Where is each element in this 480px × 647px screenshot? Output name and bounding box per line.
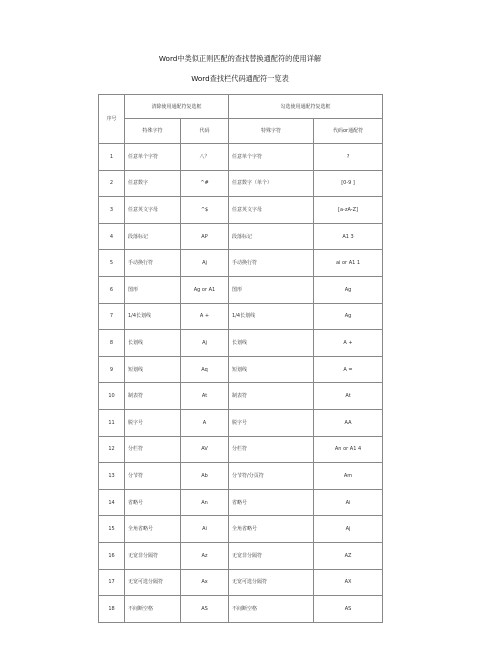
table-row (99, 569, 383, 596)
row-code-left: Ax (181, 569, 229, 596)
row-number: 1 (99, 144, 125, 171)
row-char-right: 全角省略号 (229, 516, 314, 543)
row-number: 17 (99, 569, 125, 596)
table-body (99, 95, 383, 623)
table-row (99, 409, 383, 436)
row-code-right: Am (314, 463, 383, 490)
row-number: 2 (99, 170, 125, 197)
table-row (99, 330, 383, 357)
row-char-right: 段落标记 (229, 223, 314, 250)
row-code-left: Ab (181, 463, 229, 490)
row-code-left: AV (181, 436, 229, 463)
row-number: 7 (99, 303, 125, 330)
row-char-right: 分节符/分页符 (229, 463, 314, 490)
row-code-right: ai or A1 1 (314, 250, 383, 277)
row-code-right: ? (314, 144, 383, 171)
wildcard-table (98, 94, 383, 623)
row-code-right: A = (314, 356, 383, 383)
row-char-left: 1/4长划线 (125, 303, 181, 330)
header-group-left: 清除使用通配符复选框 (125, 95, 229, 119)
row-code-right: A1 3 (314, 223, 383, 250)
header-group-right: 勾选使用通配符复选框 (229, 95, 383, 119)
row-char-right: 手动换行符 (229, 250, 314, 277)
header-row-columns (99, 119, 383, 144)
row-code-right: AA (314, 409, 383, 436)
row-code-right: An or A1 4 (314, 436, 383, 463)
row-char-right: 无宽可选分隔符 (229, 569, 314, 596)
row-code-left: Aj (181, 330, 229, 357)
row-char-left: 任意单个字符 (125, 144, 181, 171)
row-number: 15 (99, 516, 125, 543)
row-code-left: AS (181, 596, 229, 623)
row-char-right: 短划线 (229, 356, 314, 383)
row-char-left: 分节符 (125, 463, 181, 490)
row-char-right: 不间断空格 (229, 596, 314, 623)
row-number: 8 (99, 330, 125, 357)
row-char-left: 任意英文字母 (125, 197, 181, 224)
row-code-right: AX (314, 569, 383, 596)
row-number: 16 (99, 542, 125, 569)
row-code-left: Ag or A1 (181, 276, 229, 303)
row-char-right: 长划线 (229, 330, 314, 357)
header-seq: 序号 (99, 95, 125, 144)
header-char-right: 特殊字符 (229, 119, 314, 144)
row-code-right: Ag (314, 303, 383, 330)
row-code-left: Az (181, 542, 229, 569)
row-number: 14 (99, 489, 125, 516)
row-char-left: 图形 (125, 276, 181, 303)
row-char-left: 不间断空格 (125, 596, 181, 623)
row-char-left: 短划线 (125, 356, 181, 383)
table-row (99, 596, 383, 623)
row-code-left: ^$ (181, 197, 229, 224)
row-code-left: AP (181, 223, 229, 250)
row-number: 4 (99, 223, 125, 250)
row-char-left: 段落标记 (125, 223, 181, 250)
row-number: 11 (99, 409, 125, 436)
table-row (99, 436, 383, 463)
row-code-right: [0-9 ] (314, 170, 383, 197)
row-char-left: 任意数字 (125, 170, 181, 197)
row-char-left: 手动换行符 (125, 250, 181, 277)
header-char-left: 特殊字符 (125, 119, 181, 144)
row-code-right: AZ (314, 542, 383, 569)
row-char-right: 任意单个字符 (229, 144, 314, 171)
row-code-left: Ai (181, 516, 229, 543)
row-char-left: 长划线 (125, 330, 181, 357)
table-row (99, 170, 383, 197)
row-number: 3 (99, 197, 125, 224)
row-char-left: 分栏符 (125, 436, 181, 463)
row-char-left: 无宽可选分隔符 (125, 569, 181, 596)
table-row (99, 463, 383, 490)
table-row (99, 303, 383, 330)
row-code-left: 八？ (181, 144, 229, 171)
row-code-left: Aq (181, 356, 229, 383)
table-caption: Word查找栏代码通配符一览表 (191, 74, 289, 83)
row-code-right: [a-zA-Z] (314, 197, 383, 224)
row-code-right: AS (314, 596, 383, 623)
row-char-right: 省略号 (229, 489, 314, 516)
table-row (99, 542, 383, 569)
table-row (99, 250, 383, 277)
header-row-groups (99, 95, 383, 119)
row-char-right: 脱字号 (229, 409, 314, 436)
row-number: 18 (99, 596, 125, 623)
row-char-right: 图形 (229, 276, 314, 303)
row-number: 6 (99, 276, 125, 303)
row-char-right: 1/4长划线 (229, 303, 314, 330)
document-title: Word中类似正则匹配的查找替换通配符的使用详解 (158, 54, 322, 63)
row-code-left: At (181, 383, 229, 410)
table-row (99, 144, 383, 171)
header-code-left: 代码 (181, 119, 229, 144)
row-char-right: 分栏符 (229, 436, 314, 463)
row-char-right: 任意数字（单个） (229, 170, 314, 197)
row-char-right: 制表符 (229, 383, 314, 410)
row-char-left: 制表符 (125, 383, 181, 410)
row-code-right: Ag (314, 276, 383, 303)
table-row (99, 383, 383, 410)
row-number: 10 (99, 383, 125, 410)
table-row (99, 197, 383, 224)
row-code-left: An (181, 489, 229, 516)
table-row (99, 356, 383, 383)
row-code-right: Ai (314, 489, 383, 516)
row-number: 13 (99, 463, 125, 490)
row-char-left: 脱字号 (125, 409, 181, 436)
row-char-left: 全角省略号 (125, 516, 181, 543)
row-number: 12 (99, 436, 125, 463)
row-code-left: Aj (181, 250, 229, 277)
table-row (99, 489, 383, 516)
table-row (99, 516, 383, 543)
row-code-left: A (181, 409, 229, 436)
row-number: 5 (99, 250, 125, 277)
header-code-right: 代码or通配符 (314, 119, 383, 144)
table-row (99, 276, 383, 303)
row-code-left: ^# (181, 170, 229, 197)
row-code-right: At (314, 383, 383, 410)
row-code-right: A + (314, 330, 383, 357)
row-char-right: 任意英文字母 (229, 197, 314, 224)
row-code-left: A + (181, 303, 229, 330)
row-number: 9 (99, 356, 125, 383)
table-row (99, 223, 383, 250)
row-char-right: 无宽非分隔符 (229, 542, 314, 569)
row-char-left: 无宽非分隔符 (125, 542, 181, 569)
row-char-left: 省略号 (125, 489, 181, 516)
row-code-right: Aj (314, 516, 383, 543)
